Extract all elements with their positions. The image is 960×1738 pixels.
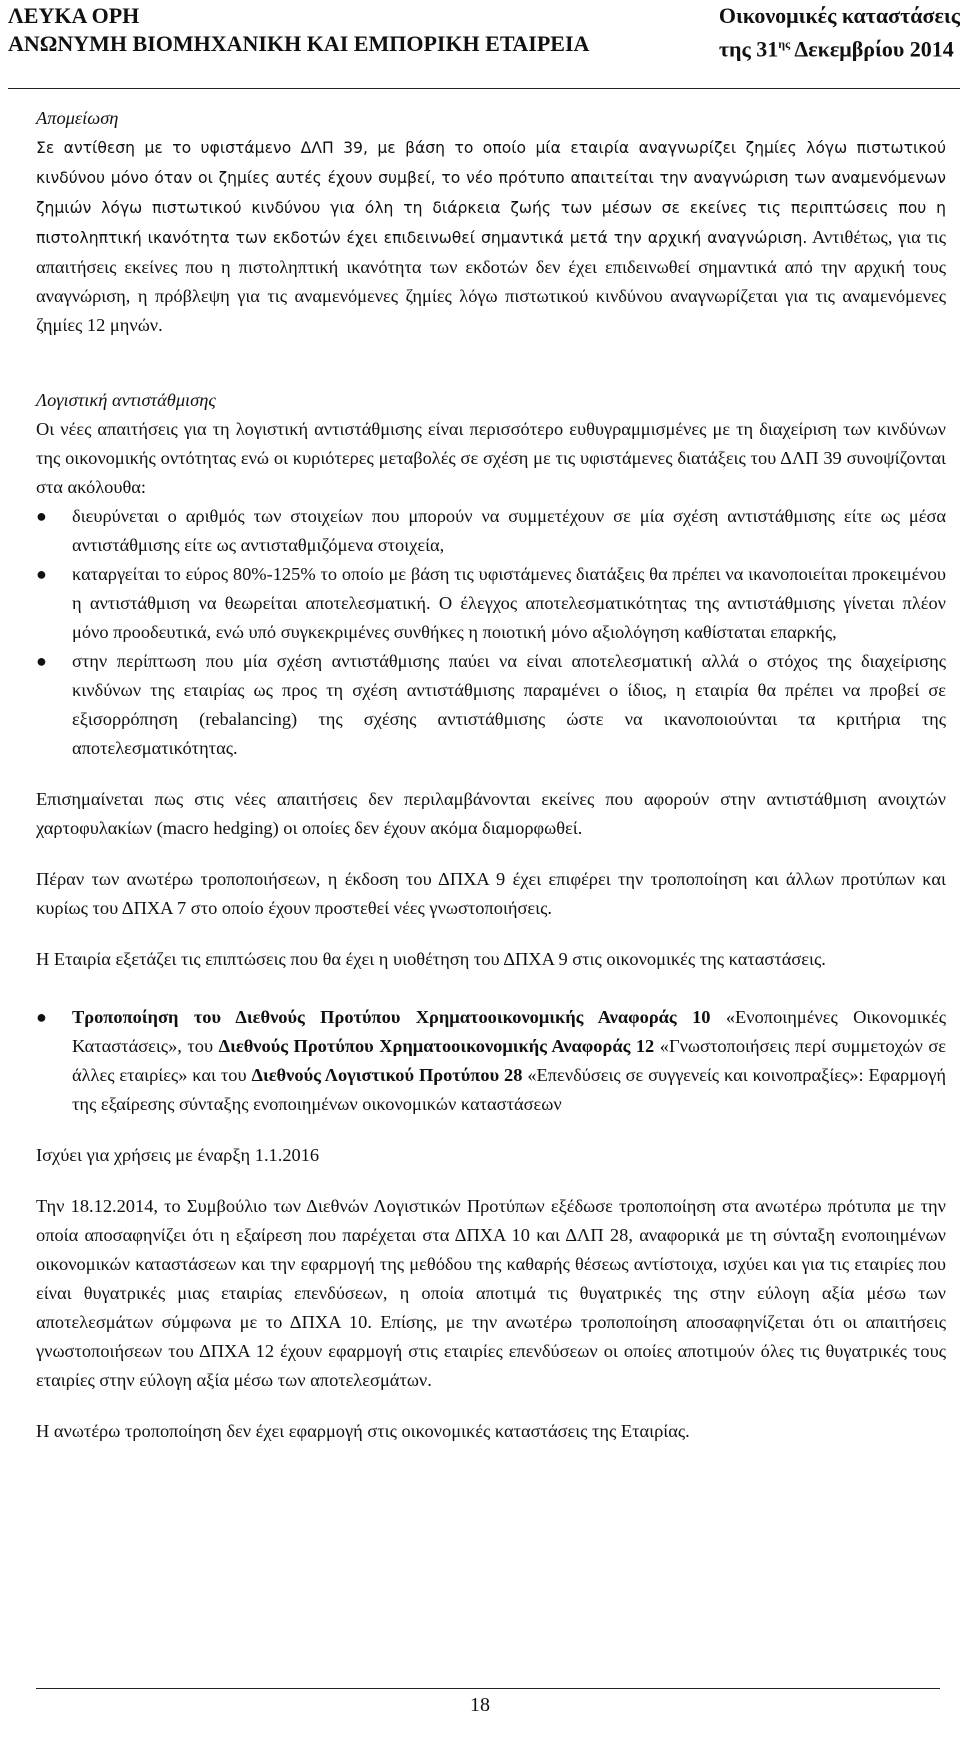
- list-item: [36, 647, 946, 763]
- paragraph-ifrs9-assessment: Η Εταιρία εξετάζει τις επιπτώσεις που θα έχει η υιοθέτηση του ΔΠΧΑ 9 στις οικονομικές της καταστάσεις.: [36, 949, 826, 969]
- list-item-text: στην περίπτωση που μία σχέση αντιστάθμισης παύει να είναι αποτελεσματική αλλά ο στόχος της διαχείρισης κινδύνων της εταιρίας ως προς τη σχέση αντιστάθμισης παραμένει ο ίδιος, η εταιρία θα πρέπει να προβεί σε εξισορρόπηση (rebalancing) της σχέσης αντιστάθμισης ώστε να ικανοποιούνται τα κριτήρια της αποτελεσματικότητας.: [72, 651, 946, 758]
- list-item: [36, 502, 946, 560]
- paragraph-amendment-conclusion: Η ανωτέρω τροποποίηση δεν έχει εφαρμογή στις οικονομικές καταστάσεις της Εταιρίας.: [36, 1421, 690, 1441]
- spacer: [36, 1119, 946, 1141]
- amendment-title: [72, 1003, 946, 1119]
- impairment-text-part2: Αντιθέτως, για τις απαιτήσεις εκείνες που η πιστοληπτική ικανότητα των εκδοτών δεν έχει επιδεινωθεί σημαντικά από την αρχική τους αναγνώριση, η πρόβλεψη για τις αναμενόμενες ζημίες λόγω πιστωτικού κινδύνου αναγνωρίζεται για τις αναμενόμενες ζημίες 12 μηνών.: [36, 227, 946, 335]
- amendment-ifrs10: Τροποποίηση του Διεθνούς Προτύπου Χρηματοοικονομικής Αναφοράς 10: [72, 1007, 711, 1027]
- report-title-block: [719, 2, 960, 63]
- report-title: Οικονομικές καταστάσεις: [718, 3, 960, 28]
- footer-divider: [36, 1688, 940, 1689]
- section-heading-hedge: Λογιστική αντιστάθμισης: [36, 390, 216, 410]
- report-date: [719, 30, 960, 63]
- report-date-pre: της 31: [718, 36, 779, 62]
- bullet-icon: ●: [36, 651, 47, 671]
- bullet-icon: ●: [36, 1007, 47, 1027]
- page-number: 18: [470, 1694, 490, 1716]
- amendment-ias28-name: «Επενδύσεις σε συγγενείς και κοινοπραξίες»: Εφαρμογή της εξαίρεσης σύνταξης ενοποιημένων οικονομικών καταστάσεων: [72, 1065, 946, 1114]
- spacer: [36, 1170, 946, 1192]
- company-name: ΛΕΥΚΑ ΟΡΗ: [8, 3, 140, 28]
- impairment-text-part1: Σε αντίθεση με το υφιστάμενο ΔΛΠ 39, με βάση το οποίο μία εταιρία αναγνωρίζει ζημίες λόγω πιστωτικού κινδύνου μόνο όταν οι ζημίες αυτές έχουν συμβεί, το νέο πρότυπο απαιτείται την αναγνώριση των αναμενόμενων ζημιών λόγω πιστωτικού κινδύνου για όλη τη διάρκεια ζωής των μέσων σε εκείνες τις περιπτώσεις που η πιστοληπτική ικανότητα των εκδοτών έχει επιδεινωθεί σημαντικά μετά την αρχική αναγνώριση.: [36, 139, 946, 247]
- list-item-text: διευρύνεται ο αριθμός των στοιχείων που μπορούν να συμμετέχουν σε μία σχέση αντιστάθμισης είτε ως μέσα αντιστάθμισης είτε ως αντισταθμιζόμενα στοιχεία,: [72, 506, 946, 555]
- amendment-ifrs12-name: «Γνωστοποιήσεις περί συμμετοχών σε άλλες εταιρίες» και του: [72, 1036, 947, 1085]
- paragraph-amendment-body: Την 18.12.2014, το Συμβούλιο των Διεθνών Λογιστικών Προτύπων εξέδωσε τροποποίηση στα ανωτέρω πρότυπα με την οποία αποσαφηνίζει ότι η εξαίρεση που παρέχεται στα ΔΠΧΑ 10 και ΔΛΠ 28, αναφορικά με τη σύνταξη ενοποιημένων οικονομικών καταστάσεων και την εφαρμογή της μεθόδου της καθαρής θέσεως αντίστοιχα, ισχύει και για τις εταιρίες που είναι θυγατρικές μιας εταιρίας επενδύσεων, η οποία αποτιμά τις θυγατρικές της στην εύλογη αξία μέσω των αποτελεσμάτων σύμφωνα με το ΔΠΧΑ 10. Επίσης, με την ανωτέρω τροποποίηση αποσαφηνίζεται ότι οι απαιτήσεις γνωστοποιήσεων του ΔΠΧΑ 12 έχουν εφαρμογή στις εταιρίες επενδύσεων οι οποίες αποτιμούν όλες τις θυγατρικές τους εταιρίες στην εύλογη αξία μέσω των αποτελεσμάτων.: [36, 1196, 946, 1390]
- bullet-icon: ●: [36, 506, 47, 526]
- spacer: [36, 763, 946, 785]
- spacer: [36, 1395, 946, 1417]
- list-item: [36, 560, 946, 647]
- bullet-icon: ●: [36, 564, 47, 584]
- company-name-block: [8, 2, 589, 58]
- company-type: ΑΝΩΝΥΜΗ ΒΙΟΜΗΧΑΝΙΚΗ ΚΑΙ ΕΜΠΟΡΙΚΗ ΕΤΑΙΡΕΙΑ: [8, 31, 590, 56]
- amendment-ifrs12: Διεθνούς Προτύπου Χρηματοοικονομικής Αναφοράς 12: [218, 1036, 655, 1056]
- report-date-post: Δεκεμβρίου 2014: [790, 36, 954, 62]
- report-date-sup: ης: [778, 37, 791, 51]
- spacer: [36, 923, 946, 945]
- spacer: [36, 340, 946, 386]
- section-heading-impairment: Απομείωση: [36, 108, 119, 128]
- page-header: [0, 2, 960, 88]
- paragraph-hedge-intro: Οι νέες απαιτήσεις για τη λογιστική αντιστάθμισης είναι περισσότερο ευθυγραμμισμένες με τη διαχείριση των κινδύνων της οικονομικής οντότητας ενώ οι κυριότερες μεταβολές σε σχέση με τις υφιστάμενες διατάξεις του ΔΛΠ 39 συνοψίζονται στα ακόλουθα:: [36, 419, 946, 497]
- hedge-changes-list: [36, 502, 946, 763]
- paragraph-macro-hedging: Επισημαίνεται πως στις νέες απαιτήσεις δεν περιλαμβάνονται εκείνες που αφορούν στην αντιστάθμιση ανοιχτών χαρτοφυλακίων (macro hedging) οι οποίες δεν έχουν ακόμα διαμορφωθεί.: [36, 789, 946, 838]
- effective-date: Ισχύει για χρήσεις με έναρξη 1.1.2016: [36, 1145, 320, 1165]
- spacer: [36, 843, 946, 865]
- paragraph-ifrs7: Πέραν των ανωτέρω τροποποιήσεων, η έκδοση του ΔΠΧΑ 9 έχει επιφέρει την τροποποίηση και άλλων προτύπων και κυρίως του ΔΠΧΑ 7 στο οποίο έχουν προστεθεί νέες γνωστοποιήσεις.: [36, 869, 946, 918]
- paragraph-impairment: [36, 133, 946, 340]
- spacer: [36, 974, 946, 1003]
- amendment-ias28: Διεθνούς Λογιστικού Προτύπου 28: [251, 1065, 523, 1085]
- amendment-item: [36, 1003, 946, 1119]
- page-body: [36, 104, 946, 1446]
- amendment-ifrs10-name: «Ενοποιημένες Οικονομικές Καταστάσεις», του: [72, 1007, 946, 1056]
- header-divider: [8, 88, 960, 89]
- list-item-text: καταργείται το εύρος 80%-125% το οποίο με βάση τις υφιστάμενες διατάξεις θα πρέπει να ικανοποιείται προκειμένου η αντιστάθμιση να θεωρείται αποτελεσματική. Ο έλεγχος αποτελεσματικότητας της αντιστάθμισης γίνεται πλέον μόνο προοδευτικά, ενώ υπό συγκεκριμένες συνθήκες η ποιοτική μόνο αξιολόγηση καθίσταται επαρκής,: [72, 564, 946, 642]
